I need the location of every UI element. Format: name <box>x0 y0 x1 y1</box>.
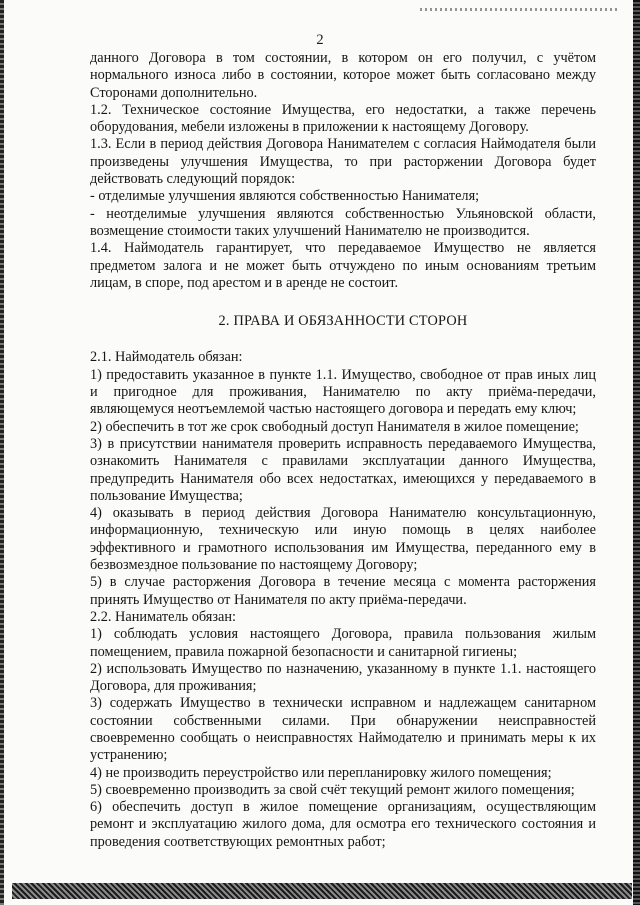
scan-edge-left <box>0 0 4 905</box>
section-heading: 2. ПРАВА И ОБЯЗАННОСТИ СТОРОН <box>218 313 468 330</box>
paragraph-2-1-item-1: 1) предоставить указанное в пункте 1.1. Имущество, свободное от прав иных лиц и пригодное для проживания, Нанимателю по акту приёма-передачи, являющемуся неотъемлемой частью настоящего договора и передать ему ключ; <box>90 366 596 418</box>
document-body <box>90 50 596 851</box>
scan-edge-top <box>420 8 620 11</box>
paragraph-2-2-item-6: 6) обеспечить доступ в жилое помещение организациям, осуществляющим ремонт и эксплуатацию жилого дома, для осмотра его технического состояния и проведения соответствующих ремонтных работ; <box>90 799 596 850</box>
paragraph-1-3-item-separable: - отделимые улучшения являются собственностью Нанимателя; <box>90 188 480 205</box>
paragraph-2-2-item-4: 4) не производить переустройство или перепланировку жилого помещения; <box>90 764 552 781</box>
paragraph-2-1-item-2: 2) обеспечить в тот же срок свободный доступ Нанимателя в жилое помещение; <box>90 418 579 435</box>
paragraph-1-4: 1.4. Наймодатель гарантирует, что передаваемое Имущество не является предметом залога и не может быть отчуждено по иным основаниям третьим лицам, в споре, под арестом и в аренде не состоит. <box>90 240 596 291</box>
paragraph-continuation: данного Договора в том состоянии, в котором он его получил, с учётом нормального износа либо в состоянии, которое может быть согласовано между Сторонами дополнительно. <box>90 50 596 101</box>
paragraph-1-3-item-inseparable: - неотделимые улучшения являются собственностью Ульяновской области, возмещение стоимости таких улучшений Нанимателю не производится. <box>90 205 596 239</box>
paragraph-2-2: 2.2. Наниматель обязан: <box>90 608 236 625</box>
scan-edge-right <box>633 0 640 905</box>
page-number: 2 <box>316 32 324 48</box>
paragraph-2-2-item-5: 5) своевременно производить за свой счёт текущий ремонт жилого помещения; <box>90 781 575 798</box>
paragraph-1-3: 1.3. Если в период действия Договора Нанимателем с согласия Наймодателя были произведены улучшения Имущества, то при расторжении Договора будет действовать следующий порядок: <box>90 136 596 188</box>
paragraph-2-2-item-1: 1) соблюдать условия настоящего Договора, правила пользования жилым помещением, правила пожарной безопасности и санитарной гигиены; <box>90 626 596 660</box>
scan-edge-bottom <box>12 883 632 899</box>
paragraph-2-1: 2.1. Наймодатель обязан: <box>90 349 243 366</box>
paragraph-2-1-item-3: 3) в присутствии нанимателя проверить исправность передаваемого Имущества, ознакомить Нанимателя с правилами эксплуатации данного Имущества, предупредить Нанимателя обо всех недостатках, имеющихся у передаваемого в пользование Имущества; <box>90 435 596 504</box>
paragraph-1-2: 1.2. Техническое состояние Имущества, его недостатки, а также перечень оборудования, мебели изложены в приложении к настоящему Договору. <box>90 101 596 136</box>
paragraph-2-1-item-4: 4) оказывать в период действия Договора Нанимателю консультационную, информационную, техническую или иную помощь в целях наиболее эффективного и грамотного использования им Имущества, переданного ему в безвозмездное пользование по настоящему Договору; <box>90 505 596 574</box>
paragraph-2-1-item-5: 5) в случае расторжения Договора в течение месяца с момента расторжения принять Имущество от Нанимателя по акту приёма-передачи. <box>90 574 596 608</box>
paragraph-2-2-item-2: 2) использовать Имущество по назначению, указанному в пункте 1.1. настоящего Договора, для проживания; <box>90 660 596 695</box>
paragraph-2-2-item-3: 3) содержать Имущество в технически исправном и надлежащем санитарном состоянии собственными силами. При обнаружении неисправностей своевременно сообщать о неисправностях Наймодателю и принимать меры к их устранению; <box>90 695 596 764</box>
